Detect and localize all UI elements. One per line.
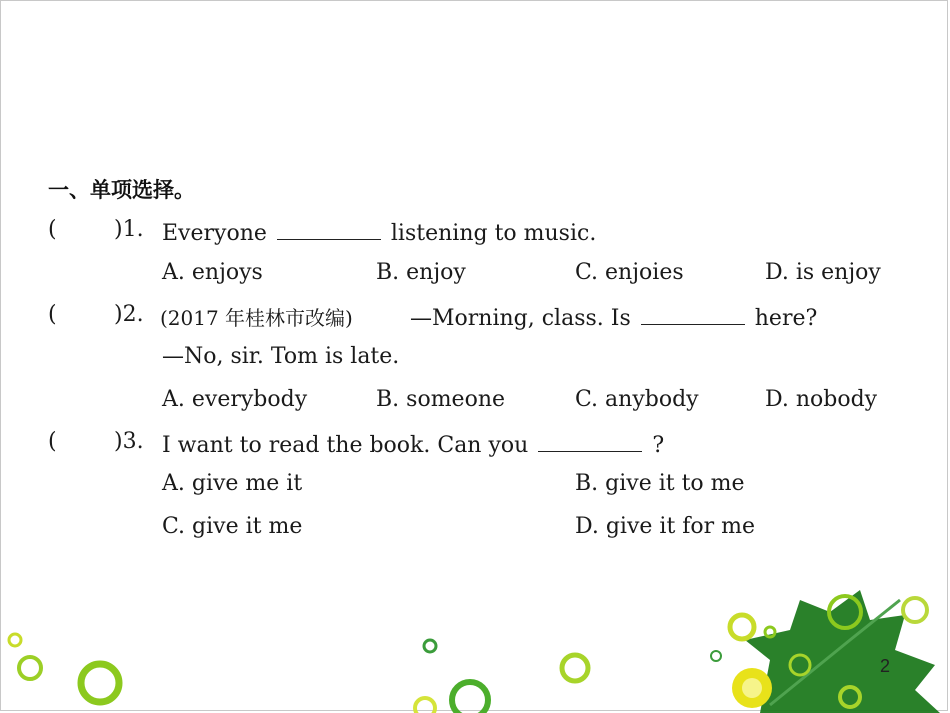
question-3: [0, 429, 950, 459]
stem-after: listening to music.: [390, 221, 597, 246]
question-1: [0, 217, 950, 247]
question-stem: [410, 302, 817, 331]
answer-blank: [641, 302, 745, 325]
question-stem: [162, 429, 664, 458]
ring-right3: [711, 651, 721, 661]
option-b: B. enjoy: [376, 260, 466, 285]
option-c: C. give it me: [162, 514, 303, 539]
option-a: A. give me it: [162, 471, 303, 496]
option-d: D. give it for me: [575, 514, 756, 539]
answer-paren-open: (: [48, 302, 57, 327]
stem-after: here?: [754, 306, 818, 331]
option-c: C. enjoies: [575, 260, 684, 285]
option-b: B. someone: [376, 387, 506, 412]
ring-left: [19, 657, 41, 679]
option-a: A. everybody: [162, 387, 308, 412]
question-number: )3.: [114, 429, 144, 454]
answer-blank: [277, 217, 381, 240]
question-source: (2017 年桂林市改编): [160, 306, 353, 330]
stem-before: —Morning, class. Is: [410, 306, 631, 331]
question-number: )1.: [114, 217, 144, 242]
page-number: 2: [880, 656, 891, 676]
stem-after: ?: [652, 433, 665, 458]
ring-large: [81, 664, 119, 702]
ring-right2: [765, 627, 775, 637]
question-number: )2.: [114, 302, 144, 327]
answer-blank: [538, 429, 642, 452]
question-2: [0, 302, 950, 332]
ring-bottom: [452, 682, 488, 713]
section-title: 一、单项选择。: [48, 178, 195, 202]
ring-far-right: [903, 598, 927, 622]
ring-right: [730, 615, 754, 639]
ring-mid2: [562, 655, 588, 681]
stem-before: Everyone: [162, 221, 267, 246]
ring-mid: [424, 640, 436, 652]
option-d: D. is enjoy: [765, 260, 881, 285]
yellow-dot-inner: [742, 678, 762, 698]
option-d: D. nobody: [765, 387, 878, 412]
answer-paren-open: (: [48, 217, 57, 242]
answer-paren-open: (: [48, 429, 57, 454]
ring-bottom2: [415, 698, 435, 713]
ring-small-left: [9, 634, 21, 646]
option-c: C. anybody: [575, 387, 699, 412]
question-stem: [162, 217, 596, 246]
stem-before: I want to read the book. Can you: [162, 433, 529, 458]
option-a: A. enjoys: [162, 260, 263, 285]
leaf-shape: [745, 590, 940, 713]
option-b: B. give it to me: [575, 471, 745, 496]
question-reply: —No, sir. Tom is late.: [162, 344, 400, 369]
